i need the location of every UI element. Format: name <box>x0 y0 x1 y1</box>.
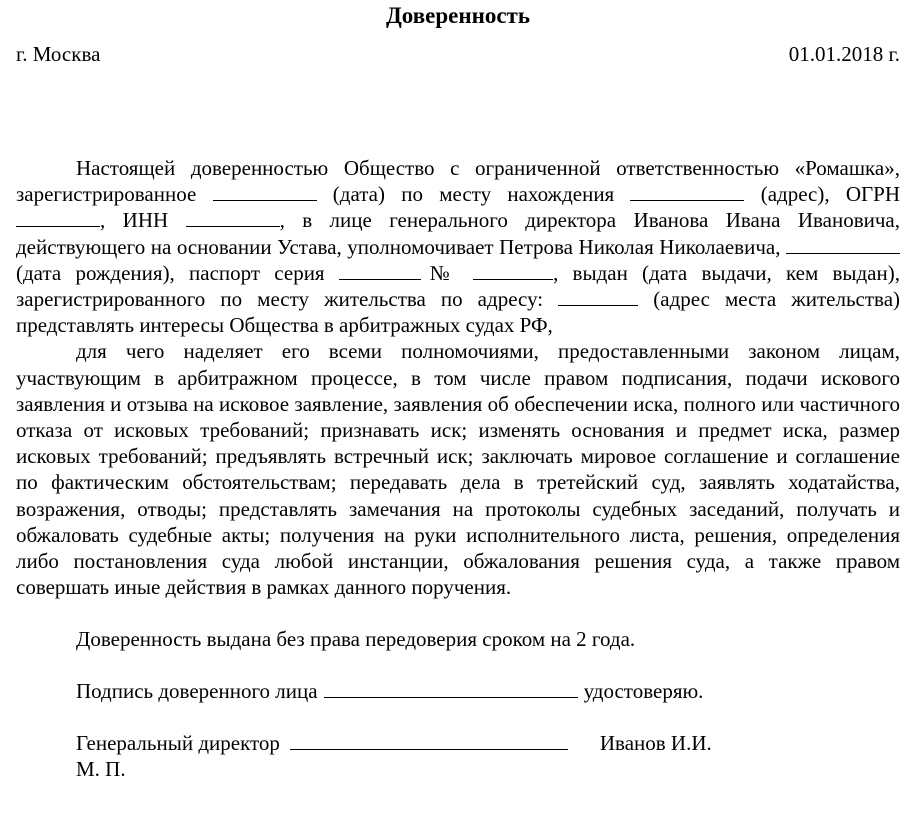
blank-inn <box>186 208 280 227</box>
blank-registration-date <box>213 182 317 201</box>
director-row <box>16 730 900 756</box>
paragraph-powers: для чего наделяет его всеми полномочиями, предоставленными законом лицам, участвующим в арбитражном процессе, в том числе правом подписания, подачи искового заявления и отзыва на исковое заявление, заявления об обеспечении иска, полного или частичного отказа от исковых требований; признавать иск; изменять основания и предмет иска, размер исковых требований; предъявлять встречный иск; заключать мировое соглашение и соглашение по фактическим обстоятельствам; передавать дела в третейский суд, заявлять ходатайства, возражения, отводы; представлять замечания на протоколы судебных заседаний, получать и обжаловать судебные акты; получения на руки исполнительного листа, решения, определения либо постановления суда любой инстанции, обжалования решения суда, а также правом совершать иные действия в рамках данного поручения. <box>16 339 900 600</box>
blank-ogrn <box>16 208 100 227</box>
term-statement: Доверенность выдана без права передоверия сроком на 2 года. <box>76 627 636 652</box>
power-of-attorney-document <box>16 0 900 782</box>
text-segment: (адрес места жительства) представлять интересы Общества в арбитражных судах РФ, <box>16 287 901 338</box>
city: г. Москва <box>16 42 101 66</box>
blank-address <box>630 182 744 201</box>
director-label: Генеральный директор <box>76 731 280 756</box>
signature-label: Подпись доверенного лица <box>76 679 318 704</box>
director-signature-line <box>290 731 568 750</box>
text-segment: , ИНН <box>100 208 169 233</box>
text-segment: , в лице генерального директора Иванова Ивана Ивановича, действующего на основании Устава, уполномочивает Петрова Николая Николаевича, <box>16 208 900 259</box>
signature-row <box>16 678 900 704</box>
paragraph-authorization <box>16 155 900 338</box>
blank-passport-number <box>473 261 553 280</box>
text-segment: , выдан (дата выдачи, кем выдан), зарегистрированного по месту жительства по адресу: <box>16 260 900 312</box>
signature-suffix: удостоверяю. <box>583 679 704 704</box>
signature-line <box>324 679 578 698</box>
text-segment: Настоящей доверенностью Общество с ограниченной ответственностью «Ромашка», зарегистрированное <box>16 156 900 207</box>
document-title: Доверенность <box>385 3 531 28</box>
stamp-place: М. П. <box>76 757 126 782</box>
text-segment: (дата) по месту нахождения <box>332 182 615 207</box>
director-name: Иванов И.И. <box>599 731 712 756</box>
text-segment: (адрес), ОГРН <box>760 182 901 207</box>
text-segment: (дата рождения), паспорт серия <box>16 260 325 285</box>
blank-passport-series <box>339 261 421 280</box>
blank-birth-date <box>786 235 900 254</box>
place-date-row <box>16 41 900 67</box>
blank-residence-address <box>558 287 638 306</box>
text-segment: № <box>420 260 459 285</box>
document-date: 01.01.2018 г. <box>788 42 900 66</box>
document-body <box>16 155 900 600</box>
